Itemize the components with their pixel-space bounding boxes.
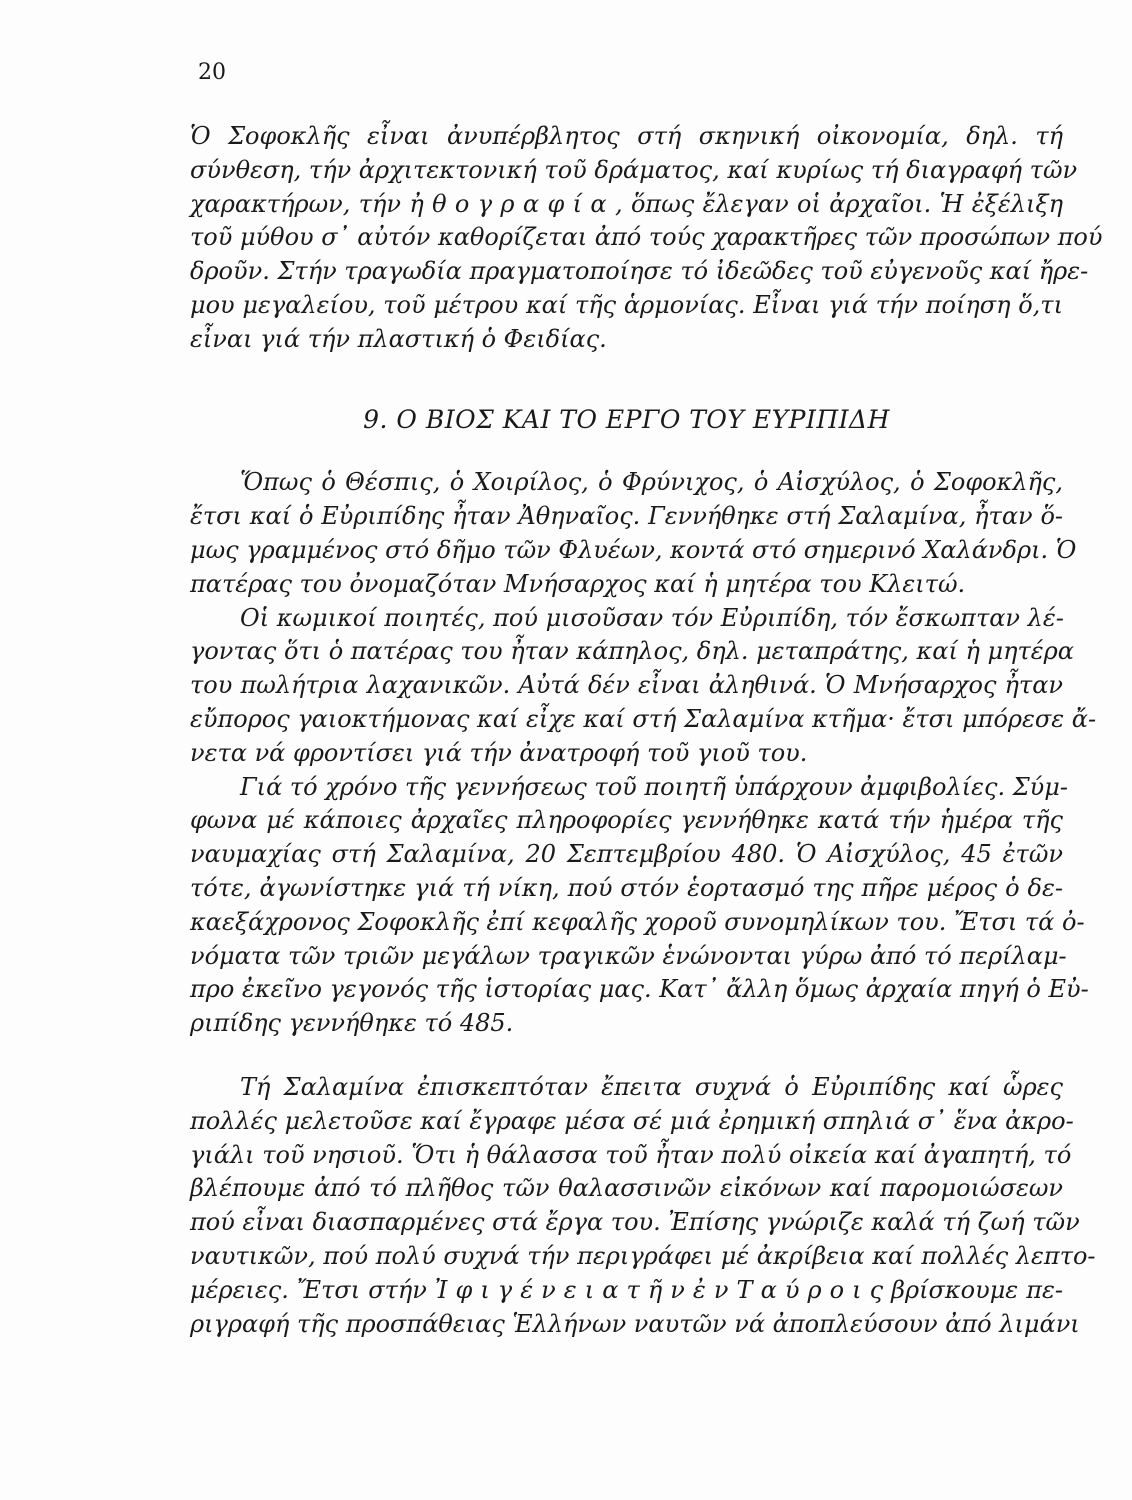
text-line: καεξάχρονος Σοφοκλῆς ἐπί κεφαλῆς χοροῦ συνομηλίκων του. Ἔτσι τά ὀ- — [190, 907, 1085, 936]
text-line: του πωλήτρια λαχανικῶν. Αὐτά δέν εἶναι ἀληθινά. Ὁ Μνήσαρχος ἦταν — [190, 671, 1063, 700]
page-number: 20 — [198, 60, 226, 85]
paragraph-comic-poets — [190, 602, 1097, 771]
paragraph-birth — [190, 466, 1077, 601]
paragraph-salamis-cave — [190, 1071, 1096, 1341]
text-line: Οἱ κωμικοί ποιητές, πού μισοῦσαν τόν Εὐριπίδη, τόν ἔσκωπταν λέ- — [240, 603, 1064, 632]
text-line: μως γραμμένος στό δῆμο τῶν Φλυέων, κοντά στό σημερινό Χαλάνδρι. Ὁ — [190, 535, 1077, 564]
text-line: χαρακτήρων, τήν ἠ θ ο γ ρ α φ ί α , ὅπως ἔλεγαν οἱ ἀρχαῖοι. Ἡ ἐξέλιξη — [190, 189, 1063, 218]
text-line: μου μεγαλείου, τοῦ μέτρου καί τῆς ἁρμονίας. Εἶναι γιά τήν ποίηση ὅ,τι — [190, 290, 1063, 319]
text-line: ριπίδης γεννήθηκε τό 485. — [190, 1009, 514, 1038]
paragraph-date-of-birth — [190, 771, 1089, 1041]
text-line: ναυτικῶν, πού πολύ συχνά τήν περιγράφει μέ ἀκρίβεια καί πολλές λεπτο- — [190, 1241, 1096, 1270]
paragraph-sophocles — [190, 120, 1103, 357]
text-line: βλέπουμε ἀπό τό πλῆθος τῶν θαλασσινῶν εἰκόνων καί παρομοιώσεων — [190, 1174, 1063, 1203]
text-line: γιάλι τοῦ νησιοῦ. Ὅτι ἡ θάλασσα τοῦ ἦταν πολύ οἰκεία καί ἀγαπητή, τό — [190, 1140, 1072, 1169]
text-line: Ὁ Σοφοκλῆς εἶναι ἀνυπέρβλητος στή σκηνική οἰκονομία, δηλ. τή — [190, 122, 1063, 150]
text-line: νόματα τῶν τριῶν μεγάλων τραγικῶν ἑνώνονται γύρω ἀπό τό περίλαμ- — [190, 941, 1067, 970]
text-line: τοῦ μύθου σ᾽ αὐτόν καθορίζεται ἀπό τούς χαρακτῆρες τῶν προσώπων πού — [190, 223, 1103, 252]
paragraph-gap — [190, 1041, 1063, 1071]
text-line: Ὅπως ὁ Θέσπις, ὁ Χοιρίλος, ὁ Φρύνιχος, ὁ Αἰσχύλος, ὁ Σοφοκλῆς, — [240, 468, 1063, 497]
text-line: ριγραφή τῆς προσπάθειας Ἑλλήνων ναυτῶν νά ἀποπλεύσουν ἀπό λιμάνι — [190, 1309, 1080, 1338]
text-line: μέρειες. Ἔτσι στήν Ἰ φ ι γ έ ν ε ι α τ ῆ ν ἐ ν Τ α ύ ρ ο ι ς βρίσκουμε πε- — [190, 1275, 1063, 1304]
text-line: προ ἐκεῖνο γεγονός τῆς ἱστορίας μας. Κατ᾽ ἄλλη ὅμως ἀρχαία πηγή ὁ Εὐ- — [190, 975, 1089, 1004]
text-line: ἔτσι καί ὁ Εὐριπίδης ἦταν Ἀθηναῖος. Γεννήθηκε στή Σαλαμίνα, ἦταν ὅ- — [190, 502, 1063, 531]
text-line: Γιά τό χρόνο τῆς γεννήσεως τοῦ ποιητῆ ὑπάρχουν ἀμφιβολίες. Σύμ- — [240, 772, 1068, 801]
text-line: πολλές μελετοῦσε καί ἔγραφε μέσα σέ μιά ἐρημική σπηλιά σ᾽ ἕνα ἀκρο- — [190, 1106, 1074, 1135]
page-body — [190, 120, 1103, 1341]
text-line: φωνα μέ κάποιες ἀρχαῖες πληροφορίες γεννήθηκε κατά τήν ἡμέρα τῆς — [190, 806, 1063, 835]
text-line: σύνθεση, τήν ἀρχιτεκτονική τοῦ δράματος, καί κυρίως τή διαγραφή τῶν — [190, 155, 1078, 184]
text-line: εἶναι γιά τήν πλαστική ὁ Φειδίας. — [190, 324, 607, 353]
text-line: Τή Σαλαμίνα ἐπισκεπτόταν ἔπειτα συχνά ὁ Εὐριπίδης καί ὧρες — [240, 1072, 1063, 1101]
text-line: πού εἶναι διασπαρμένες στά ἔργα του. Ἐπίσης γνώριζε καλά τή ζωή τῶν — [190, 1208, 1080, 1237]
text-line: εὔπορος γαιοκτήμονας καί εἶχε καί στή Σαλαμίνα κτῆμα· ἔτσι μπόρεσε ἄ- — [190, 704, 1097, 733]
text-line: ναυμαχίας στή Σαλαμίνα, 20 Σεπτεμβρίου 480. Ὁ Αἰσχύλος, 45 ἐτῶν — [190, 840, 1063, 869]
text-line: πατέρας του ὀνομαζόταν Μνήσαρχος καί ἡ μητέρα του Κλειτώ. — [190, 569, 966, 598]
text-line: τότε, ἀγωνίστηκε γιά τή νίκη, πού στόν ἑορτασμό της πῆρε μέρος ὁ δε- — [190, 873, 1063, 902]
text-line: νετα νά φροντίσει γιά τήν ἀνατροφή τοῦ γιοῦ του. — [190, 738, 808, 767]
text-line: δροῦν. Στήν τραγωδία πραγματοποίησε τό ἰδεῶδες τοῦ εὐγενοῦς καί ἤρε- — [190, 257, 1089, 286]
text-line: γοντας ὅτι ὁ πατέρας του ἦταν κάπηλος, δηλ. μεταπράτης, καί ἡ μητέρα — [190, 637, 1074, 666]
section-heading: 9. Ο ΒΙΟΣ ΚΑΙ ΤΟ ΕΡΓΟ ΤΟΥ ΕΥΡΙΠΙΔΗ — [363, 404, 890, 434]
